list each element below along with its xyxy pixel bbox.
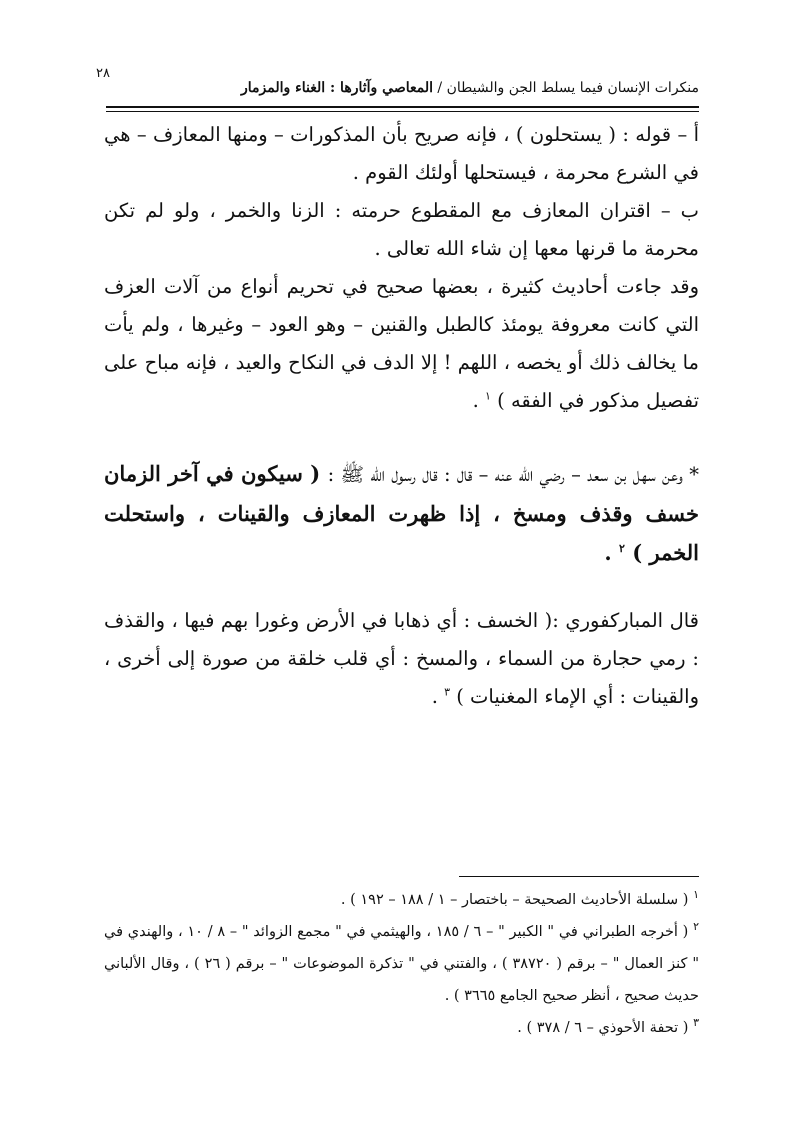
running-header bbox=[99, 78, 699, 98]
spacer bbox=[104, 420, 699, 454]
footnote-text: ( أخرجه الطبراني في " الكبير " – ٦ / ١٨٥ ، والهيثمي في " مجمع الزوائد " – ٨ / ١٠ ، والهندي في " كنز العمال " – برقم ( ٣٨٧٢٠ ) ، والفتني في " تذكرة الموضوعات " – برقم ( ٢٦ ) ، وقال الألباني حديث صحيح ، أنظر صحيح الجامع ٣٦٦٥ ) . bbox=[104, 924, 699, 1004]
spacer bbox=[104, 572, 699, 602]
paragraph-point-a: أ – قوله : ( يستحلون ) ، فإنه صريح بأن المذكورات – ومنها المعازف – هي في الشرع محرمة ، فيستحلها أولئك القوم . bbox=[104, 123, 699, 184]
footnotes bbox=[104, 884, 699, 1044]
header-separator: / bbox=[437, 80, 443, 96]
hadith-intro: * وعن سهل بن سعد – رضي الله عنه – قال : قال رسول الله ﷺ : bbox=[327, 463, 700, 486]
body-text bbox=[104, 116, 699, 716]
footnote-ref-1[interactable]: ١ bbox=[485, 389, 491, 403]
paragraph-point-b: ب – اقتران المعازف مع المقطوع حرمته : الزنا والخمر ، ولو لم تكن محرمة ما قرنها معها إن شاء الله تعالى . bbox=[104, 199, 699, 260]
footnote-text: ( سلسلة الأحاديث الصحيحة – باختصار – ١ / ١٨٨ – ١٩٢ ) . bbox=[340, 892, 689, 908]
footnote-number: ١ bbox=[693, 888, 699, 902]
footnote-1 bbox=[104, 884, 699, 916]
paragraph-mubarakfuri-text: قال المباركفوري :( الخسف : أي ذهابا في الأرض وغورا بهم فيها ، والقذف : رمي حجارة من السماء ، والمسخ : أي قلب خلقة من صورة إلى أخرى ، والقينات : أي الإماء المغنيات ) bbox=[104, 609, 699, 708]
paragraph-end-mark: . bbox=[431, 685, 438, 708]
footnote-ref-3[interactable]: ٣ bbox=[444, 685, 451, 699]
footnote-ref-2[interactable]: ٢ bbox=[619, 542, 625, 555]
page-number: ٢٨ bbox=[96, 66, 110, 81]
footnote-3 bbox=[104, 1012, 699, 1044]
footnote-2 bbox=[104, 916, 699, 1012]
paragraph-instruments bbox=[104, 268, 699, 420]
book-title: منكرات الإنسان فيما يسلط الجن والشيطان bbox=[446, 80, 699, 96]
paragraph-end-mark: . bbox=[472, 389, 479, 412]
footnote-text: ( تحفة الأحوذي – ٦ / ٣٧٨ ) . bbox=[517, 1020, 689, 1036]
paragraph-mubarakfuri bbox=[104, 602, 699, 716]
paragraph-instruments-text: وقد جاءت أحاديث كثيرة ، بعضها صحيح في تحريم أنواع من آلات العزف التي كانت معروفة يومئذ كالطبل والقنين – وهو العود – وغيرها ، ولم يأت ما يخالف ذلك أو يخصه ، اللهم ! إلا الدف في النكاح والعيد ، فإنه مباح على تفصيل مذكور في الفقه ) bbox=[104, 275, 699, 412]
section-title: المعاصي وآثارها : الغناء والمزمار bbox=[241, 80, 433, 96]
footnote-rule bbox=[459, 876, 699, 877]
header-rule bbox=[106, 106, 699, 112]
hadith-text: ( سيكون في آخر الزمان خسف وقذف ومسخ ، إذا ظهرت المعازف والقينات ، واستحلت الخمر ) bbox=[104, 461, 699, 565]
footnote-number: ٢ bbox=[693, 920, 699, 934]
hadith-end-mark: . bbox=[604, 540, 612, 565]
hadith-paragraph bbox=[104, 454, 699, 572]
footnote-number: ٣ bbox=[693, 1016, 699, 1030]
